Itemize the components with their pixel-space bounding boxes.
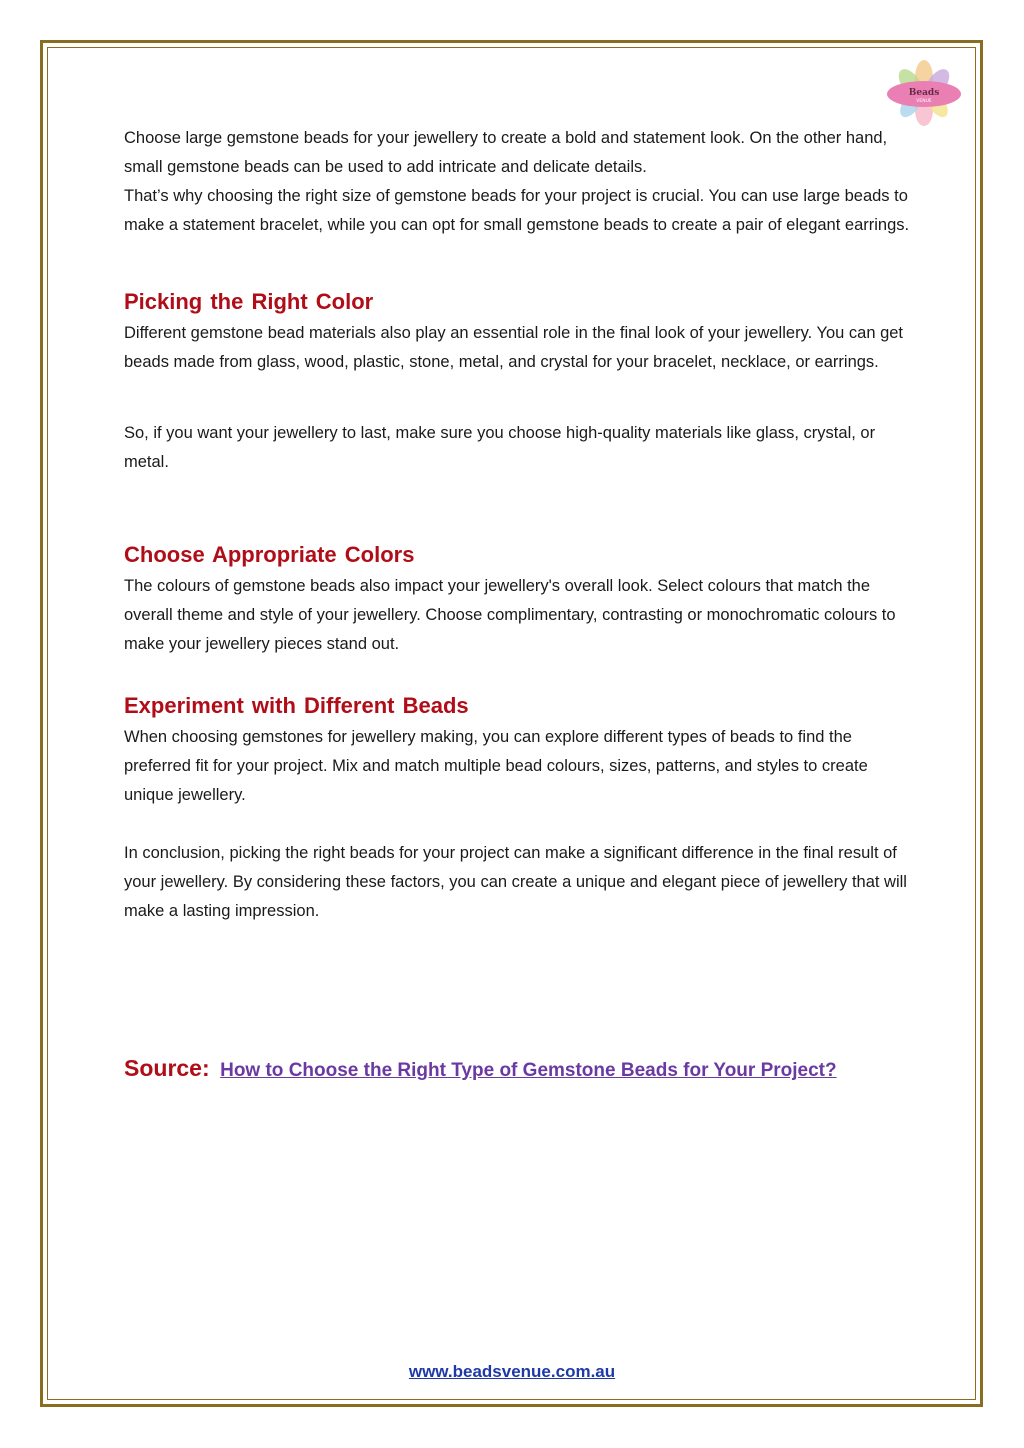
source-article-link[interactable]: How to Choose the Right Type of Gemstone Beads for Your Project? <box>220 1060 837 1081</box>
beads-venue-logo <box>885 58 963 128</box>
conclusion-paragraph: In conclusion, picking the right beads for your project can make a significant difference in the final result of your jewellery. By considering these factors, you can create a unique and elegant piece of jewellery that will make a lasting impression. <box>124 844 907 920</box>
colors-paragraph-1: The colours of gemstone beads also impact your jewellery's overall look. Select colours that match the overall theme and style of your jewellery. Choose complimentary, contrasting or monochromatic colours to make your jewellery pieces stand out. <box>124 577 896 653</box>
color-paragraph-1: Different gemstone bead materials also play an essential role in the final look of your jewellery. You can get beads made from glass, wood, plastic, stone, metal, and crystal for your bracelet, necklace, or earrings. <box>124 324 904 371</box>
experiment-paragraph-1: When choosing gemstones for jewellery making, you can explore different types of beads to find the preferred fit for your project. Mix and match multiple bead colours, sizes, patterns, and styles to create unique jewellery. <box>124 728 868 804</box>
footer-website-link[interactable]: www.beadsvenue.com.au <box>408 1362 616 1381</box>
intro-paragraph-2: That’s why choosing the right size of gemstone beads for your project is crucial. You can use large beads to make a statement bracelet, while you can opt for small gemstone beads to create a pair of elegant earrings. <box>124 187 910 234</box>
source-line <box>124 1055 837 1082</box>
source-label: Source: <box>124 1055 210 1081</box>
heading-experiment-different-beads: Experiment with Different Beads <box>124 693 469 718</box>
svg-text:VENUE: VENUE <box>916 99 932 104</box>
intro-paragraph-1: Choose large gemstone beads for your jewellery to create a bold and statement look. On the other hand, small gemstone beads can be used to add intricate and delicate details. <box>124 129 888 176</box>
heading-choose-appropriate-colors: Choose Appropriate Colors <box>124 542 415 567</box>
svg-text:Beads: Beads <box>908 88 940 98</box>
document-body <box>124 124 914 926</box>
color-paragraph-2: So, if you want your jewellery to last, make sure you choose high-quality materials like glass, crystal, or metal. <box>124 424 876 471</box>
heading-picking-right-color: Picking the Right Color <box>124 289 374 314</box>
